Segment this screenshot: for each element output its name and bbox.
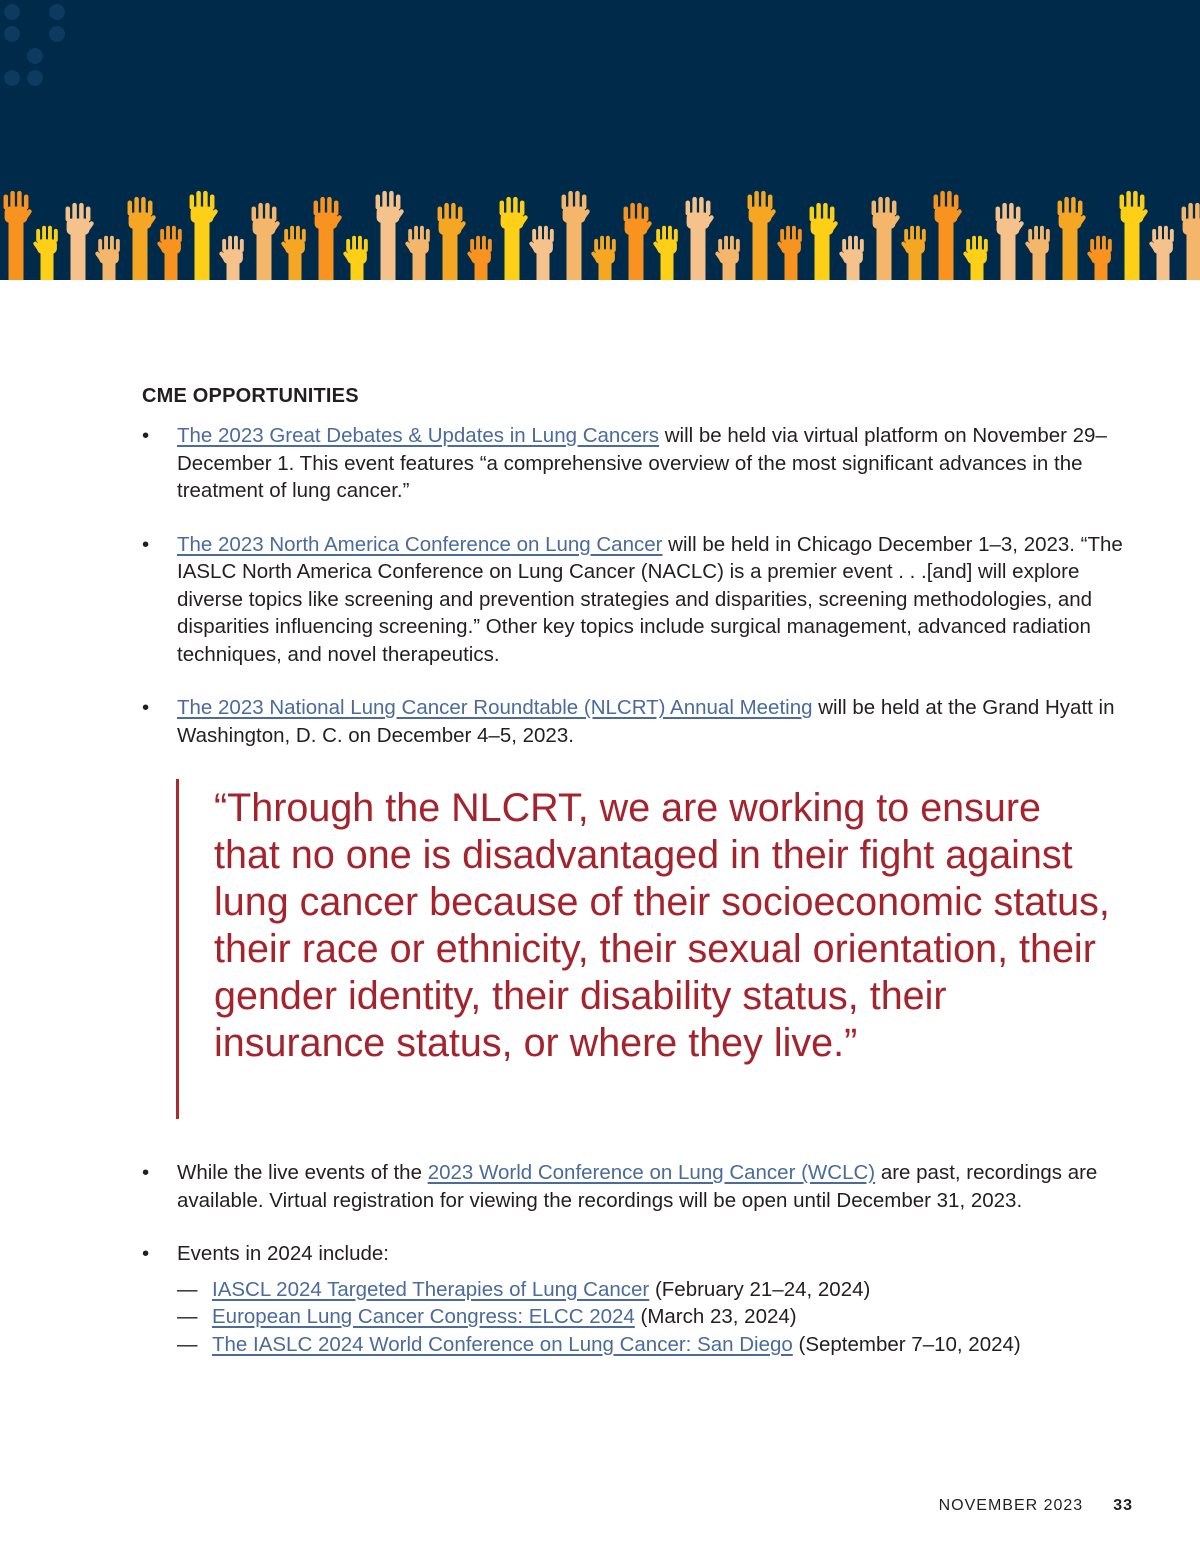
- dash: —: [177, 1332, 198, 1356]
- wclc-link[interactable]: 2023 World Conference on Lung Cancer (WCLC): [427, 1161, 876, 1184]
- list-item-text: will be held at the Grand Hyatt in Washington, D. C. on December 4–5, 2023.: [177, 696, 1115, 747]
- raised-hand: [777, 226, 802, 280]
- event-date: (March 23, 2024): [634, 1305, 797, 1328]
- targeted-therapies-link[interactable]: IASCL 2024 Targeted Therapies of Lung Cancer: [212, 1277, 650, 1301]
- decorative-dot: [4, 4, 20, 20]
- opportunity-list: [142, 422, 1132, 749]
- raised-hand: [219, 236, 244, 280]
- bullet: •: [142, 696, 150, 719]
- raised-hand: [653, 226, 678, 280]
- raised-hand: [872, 197, 901, 280]
- raised-hand: [157, 226, 182, 280]
- bullet: •: [142, 1242, 150, 1265]
- bullet: •: [142, 424, 150, 447]
- raised-hand: [1025, 226, 1050, 280]
- events-2024-list: [177, 1276, 1132, 1359]
- event-date: (February 21–24, 2024): [649, 1277, 871, 1301]
- event-date: (September 7–10, 2024): [792, 1332, 1021, 1356]
- raised-hand: [996, 203, 1025, 280]
- raised-hand: [1087, 236, 1112, 280]
- raised-hand: [529, 226, 554, 280]
- list-item-text: are past, recordings are available. Virtual registration for viewing the recordings will be open until December 31, 2023.: [177, 1161, 1098, 1212]
- raised-hand: [252, 203, 281, 280]
- page-footer: [939, 1497, 1133, 1515]
- list-item: [142, 1240, 1132, 1358]
- raised-hand: [314, 197, 343, 280]
- elcc-link[interactable]: European Lung Cancer Congress: ELCC 2024: [212, 1305, 635, 1328]
- page-number: 33: [1113, 1497, 1133, 1514]
- raised-hand: [1149, 226, 1174, 280]
- bullet: •: [142, 1161, 150, 1184]
- raised-hand: [1058, 197, 1087, 280]
- raised-hand: [128, 197, 157, 280]
- raised-hand: [376, 191, 405, 280]
- dash: —: [177, 1277, 198, 1301]
- raised-hand: [748, 191, 777, 280]
- event-item: [177, 1303, 1132, 1331]
- raised-hand: [281, 226, 306, 280]
- list-item-text: will be held via virtual platform on November 29–December 1. This event features “a comprehensive overview of the most significant advances in the treatment of lung cancer.”: [177, 424, 1107, 502]
- main-content: [142, 385, 1132, 1384]
- event-item: [177, 1276, 1132, 1304]
- decorative-dot: [49, 26, 65, 42]
- raised-hand: [963, 236, 988, 280]
- list-item: [142, 1159, 1132, 1214]
- decorative-dot: [4, 70, 20, 86]
- raised-hand: [405, 226, 430, 280]
- dash: —: [177, 1305, 198, 1328]
- raised-hand: [562, 191, 591, 280]
- raised-hand: [934, 191, 963, 280]
- nlcrt-meeting-link[interactable]: The 2023 National Lung Cancer Roundtable (NLCRT) Annual Meeting: [177, 696, 813, 719]
- raised-hand: [438, 203, 467, 280]
- issue-date: NOVEMBER 2023: [938, 1497, 1084, 1514]
- raised-hand: [33, 226, 58, 280]
- raised-hand: [500, 197, 529, 280]
- raised-hand: [901, 226, 926, 280]
- section-heading: CME OPPORTUNITIES: [142, 385, 359, 407]
- raised-hand: [4, 191, 33, 280]
- raised-hand: [686, 197, 715, 280]
- decorative-dot: [4, 26, 20, 42]
- list-item-text: While the live events of the: [177, 1161, 428, 1184]
- great-debates-link[interactable]: The 2023 Great Debates & Updates in Lung Cancers: [177, 424, 660, 447]
- raised-hand: [1182, 203, 1200, 280]
- opportunity-list-continued: [142, 1159, 1132, 1358]
- header-banner: [0, 0, 1200, 280]
- raised-hand: [839, 236, 864, 280]
- list-item: [142, 531, 1132, 669]
- list-item: [142, 422, 1132, 505]
- raised-hand: [66, 203, 95, 280]
- raised-hand: [624, 203, 653, 280]
- raised-hands-illustration: [0, 0, 1200, 280]
- wclc-2024-link[interactable]: The IASLC 2024 World Conference on Lung Cancer: San Diego: [212, 1332, 793, 1356]
- decorative-dot: [27, 48, 43, 64]
- raised-hand: [810, 203, 839, 280]
- raised-hand: [95, 236, 120, 280]
- decorative-dot: [49, 4, 65, 20]
- list-item: [142, 694, 1132, 749]
- bullet: •: [142, 532, 150, 556]
- raised-hand: [591, 236, 616, 280]
- naclc-link[interactable]: The 2023 North America Conference on Lung Cancer: [177, 532, 663, 556]
- raised-hand: [190, 191, 219, 280]
- pull-quote-text: “Through the NLCRT, we are working to ensure that no one is disadvantaged in their fight against lung cancer because of their socioeconomic status, their race or ethnicity, their sexual orientation, their gender identity, their disability status, their insurance status, or where they live.”: [214, 786, 1110, 1065]
- list-item-text: will be held in Chicago December 1–3, 2023. “The IASLC North America Conference on Lung Cancer (NACLC) is a premier event . . .[and] will explore diverse topics like screening and prevention strategies and disparities, screening methodologies, and disparities influencing screening.” Other key topics include surgical management, advanced radiation techniques, and novel therapeutics.: [177, 532, 1123, 666]
- raised-hand: [715, 236, 740, 280]
- decorative-dot: [27, 70, 43, 86]
- raised-hand: [467, 236, 492, 280]
- events-intro: Events in 2024 include:: [177, 1242, 389, 1265]
- raised-hand: [1120, 191, 1149, 280]
- pull-quote: [176, 779, 1132, 1119]
- raised-hand: [343, 236, 368, 280]
- event-item: [177, 1331, 1132, 1359]
